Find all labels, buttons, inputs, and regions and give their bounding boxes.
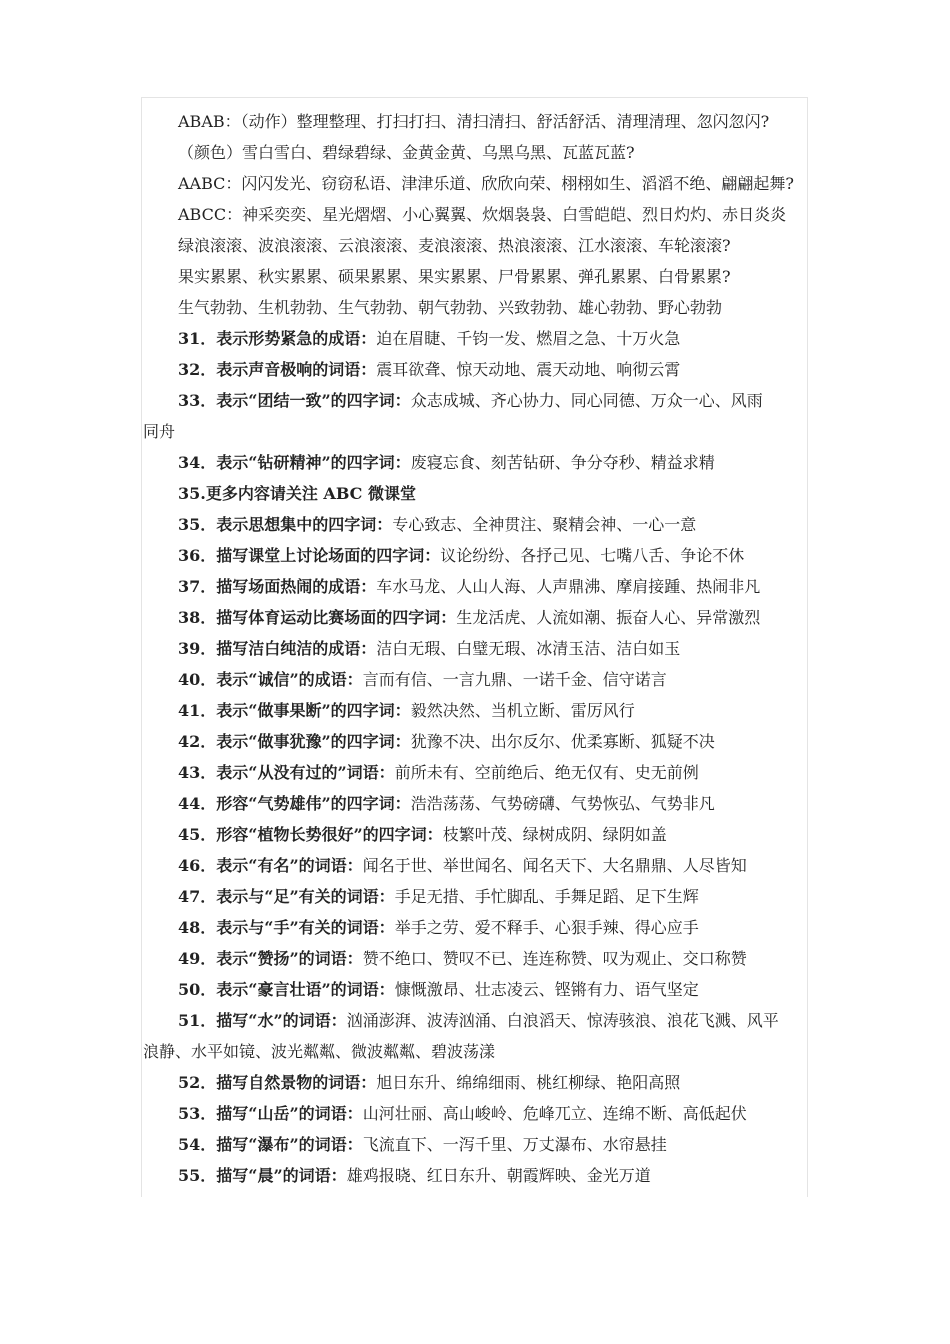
line-text: 议论纷纷、各抒己见、七嘴八舌、争论不休 — [440, 546, 745, 565]
line-heading: 31．表示形势紧急的成语： — [178, 329, 377, 348]
text-line — [143, 1067, 815, 1098]
line-text: 果实累累、秋实累累、硕果累累、果实累累、尸骨累累、弹孔累累、白骨累累? — [178, 267, 731, 286]
line-text: 浪静、水平如镜、波光粼粼、微波粼粼、碧波荡漾 — [143, 1042, 496, 1061]
text-line — [143, 1036, 815, 1067]
text-line — [143, 633, 815, 664]
text-line — [143, 788, 815, 819]
line-heading: 53．描写“山岳”的词语： — [178, 1104, 363, 1123]
line-text: 震耳欲聋、惊天动地、震天动地、响彻云霄 — [376, 360, 681, 379]
line-heading: 45．形容“植物长势很好”的四字词： — [178, 825, 443, 844]
line-text: 慷慨激昂、壮志凌云、铿锵有力、语气坚定 — [394, 980, 699, 999]
line-text: 旭日东升、绵绵细雨、桃红柳绿、艳阳高照 — [376, 1073, 681, 1092]
line-text: 专心致志、全神贯注、聚精会神、一心一意 — [392, 515, 697, 534]
line-heading: 36．描写课堂上讨论场面的四字词： — [178, 546, 441, 565]
line-text: ABAB：（动作）整理整理、打扫打扫、清扫清扫、舒活舒活、清理清理、忽闪忽闪? — [178, 112, 770, 131]
text-line — [143, 1005, 815, 1036]
line-heading: 33．表示“团结一致”的四字词： — [178, 391, 411, 410]
text-line — [143, 850, 815, 881]
document-body — [143, 106, 815, 1191]
text-line — [143, 912, 815, 943]
line-text: 同舟 — [143, 422, 176, 441]
line-text: AABC：闪闪发光、窃窃私语、津津乐道、欣欣向荣、栩栩如生、滔滔不绝、翩翩起舞? — [178, 174, 794, 193]
line-text: 前所未有、空前绝后、绝无仅有、史无前例 — [394, 763, 699, 782]
line-heading: 37．描写场面热闹的成语： — [178, 577, 377, 596]
text-line — [143, 571, 815, 602]
line-text: 手足无措、手忙脚乱、手舞足蹈、足下生辉 — [394, 887, 699, 906]
line-heading: 43．表示“从没有过的”词语： — [178, 763, 395, 782]
line-text: 闻名于世、举世闻名、闻名天下、大名鼎鼎、人尽皆知 — [362, 856, 747, 875]
line-text: 生气勃勃、生机勃勃、生气勃勃、朝气勃勃、兴致勃勃、雄心勃勃、野心勃勃 — [178, 298, 723, 317]
text-line — [143, 695, 815, 726]
line-heading: 50．表示“豪言壮语”的词语： — [178, 980, 395, 999]
line-text: 赞不绝口、赞叹不已、连连称赞、叹为观止、交口称赞 — [362, 949, 747, 968]
text-line — [143, 540, 815, 571]
line-text: 言而有信、一言九鼎、一诺千金、信守诺言 — [362, 670, 667, 689]
line-text: 车水马龙、人山人海、人声鼎沸、摩肩接踵、热闹非凡 — [376, 577, 761, 596]
text-line — [143, 602, 815, 633]
line-text: 汹涌澎湃、波涛汹涌、白浪滔天、惊涛骇浪、浪花飞溅、风平 — [346, 1011, 779, 1030]
text-line — [143, 292, 815, 323]
line-text: 绿浪滚滚、波浪滚滚、云浪滚滚、麦浪滚滚、热浪滚滚、江水滚滚、车轮滚滚? — [178, 236, 731, 255]
text-line — [143, 478, 815, 509]
text-line — [143, 881, 815, 912]
line-text: 举手之劳、爱不释手、心狠手辣、得心应手 — [394, 918, 699, 937]
line-text: 迫在眉睫、千钧一发、燃眉之急、十万火急 — [376, 329, 681, 348]
line-heading: 32．表示声音极响的词语： — [178, 360, 377, 379]
text-line — [143, 819, 815, 850]
text-line — [143, 757, 815, 788]
line-heading: 35．表示思想集中的四字词： — [178, 515, 393, 534]
line-text: 山河壮丽、高山峻岭、危峰兀立、连绵不断、高低起伏 — [362, 1104, 747, 1123]
line-text: 毅然决然、当机立断、雷厉风行 — [410, 701, 635, 720]
text-line — [143, 199, 815, 230]
text-line — [143, 137, 815, 168]
line-heading: 54．描写“瀑布”的词语： — [178, 1135, 363, 1154]
line-heading: 42．表示“做事犹豫”的四字词： — [178, 732, 411, 751]
line-heading: 34．表示“钻研精神”的四字词： — [178, 453, 411, 472]
text-line — [143, 447, 815, 478]
line-text: 雄鸡报晓、红日东升、朝霞辉映、金光万道 — [346, 1166, 651, 1185]
line-text: 浩浩荡荡、气势磅礴、气势恢弘、气势非凡 — [410, 794, 715, 813]
line-heading: 52．描写自然景物的词语： — [178, 1073, 377, 1092]
text-line — [143, 385, 815, 416]
line-text: 废寝忘食、刻苦钻研、争分夺秒、精益求精 — [410, 453, 715, 472]
line-text: 犹豫不决、出尔反尔、优柔寡断、狐疑不决 — [410, 732, 715, 751]
text-line — [143, 106, 815, 137]
text-line — [143, 664, 815, 695]
text-line — [143, 726, 815, 757]
text-line — [143, 943, 815, 974]
line-heading: 48．表示与“手”有关的词语： — [178, 918, 395, 937]
line-text: 枝繁叶茂、绿树成阴、绿阴如盖 — [442, 825, 667, 844]
line-heading: 55．描写“晨”的词语： — [178, 1166, 347, 1185]
line-heading: 39．描写洁白纯洁的成语： — [178, 639, 377, 658]
text-line — [143, 416, 815, 447]
line-heading: 47．表示与“足”有关的词语： — [178, 887, 395, 906]
line-text: 飞流直下、一泻千里、万丈瀑布、水帘悬挂 — [362, 1135, 667, 1154]
line-heading: 35.更多内容请关注 ABC 微课堂 — [178, 484, 416, 503]
text-line — [143, 509, 815, 540]
line-text: 洁白无瑕、白璧无瑕、冰清玉洁、洁白如玉 — [376, 639, 681, 658]
text-line — [143, 261, 815, 292]
line-text: ABCC：神采奕奕、星光熠熠、小心翼翼、炊烟袅袅、白雪皑皑、烈日灼灼、赤日炎炎 — [178, 205, 787, 224]
text-line — [143, 974, 815, 1005]
text-line — [143, 323, 815, 354]
line-text: 众志成城、齐心协力、同心同德、万众一心、风雨 — [410, 391, 763, 410]
text-line — [143, 1160, 815, 1191]
line-heading: 46．表示“有名”的词语： — [178, 856, 363, 875]
text-line — [143, 1129, 815, 1160]
line-heading: 38．描写体育运动比赛场面的四字词： — [178, 608, 457, 627]
line-heading: 51．描写“水”的词语： — [178, 1011, 347, 1030]
line-text: 生龙活虎、人流如潮、振奋人心、异常激烈 — [456, 608, 761, 627]
line-text: （颜色）雪白雪白、碧绿碧绿、金黄金黄、乌黑乌黑、瓦蓝瓦蓝? — [178, 143, 635, 162]
text-line — [143, 230, 815, 261]
text-line — [143, 1098, 815, 1129]
text-line — [143, 168, 815, 199]
line-heading: 40．表示“诚信”的成语： — [178, 670, 363, 689]
line-heading: 49．表示“赞扬”的词语： — [178, 949, 363, 968]
text-line — [143, 354, 815, 385]
line-heading: 41．表示“做事果断”的四字词： — [178, 701, 411, 720]
line-heading: 44．形容“气势雄伟”的四字词： — [178, 794, 411, 813]
